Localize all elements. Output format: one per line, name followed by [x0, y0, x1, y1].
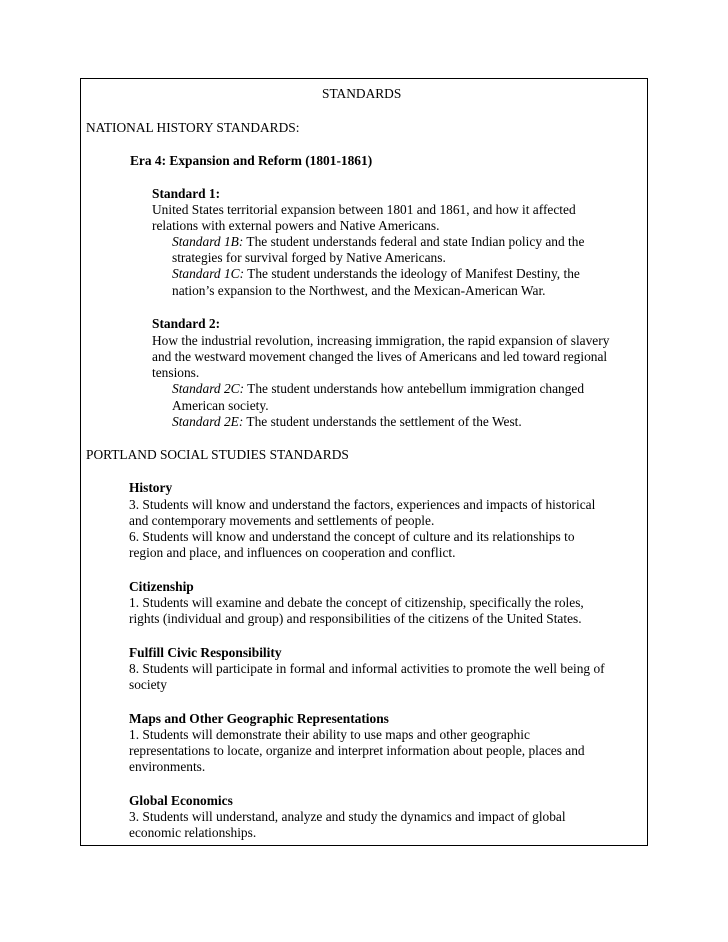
page-title: STANDARDS	[322, 86, 402, 101]
standard-1c-line	[172, 266, 580, 282]
standard-2c-line: American society.	[172, 398, 269, 413]
standard-1b-line	[172, 234, 584, 250]
era-heading: Era 4: Expansion and Reform (1801-1861)	[130, 153, 373, 168]
standard-2-line: and the westward movement changed the lives of Americans and led toward regional	[152, 349, 608, 364]
standard-1b-label: Standard 1B:	[172, 234, 244, 249]
standard-1b-text: The student understands federal and state Indian policy and the	[243, 234, 585, 249]
standard-2-line: tensions.	[152, 365, 200, 380]
history-line: 3. Students will know and understand the factors, experiences and impacts of historical	[129, 497, 596, 512]
citizenship-line: 1. Students will examine and debate the concept of citizenship, specifically the roles,	[129, 595, 584, 610]
standard-1c-label: Standard 1C:	[172, 266, 245, 281]
economics-line: economic relationships.	[129, 825, 257, 840]
standard-1-title: Standard 1:	[152, 186, 221, 201]
standard-1c-text: The student understands the ideology of Manifest Destiny, the	[244, 266, 580, 281]
maps-line: environments.	[129, 759, 206, 774]
citizenship-line: rights (individual and group) and responsibilities of the citizens of the United States.	[129, 611, 582, 626]
economics-title: Global Economics	[129, 793, 233, 808]
standard-2-line: How the industrial revolution, increasing immigration, the rapid expansion of slavery	[152, 333, 610, 348]
civic-title: Fulfill Civic Responsibility	[129, 645, 282, 660]
citizenship-title: Citizenship	[129, 579, 194, 594]
standard-2-title: Standard 2:	[152, 316, 221, 331]
national-standards-title: NATIONAL HISTORY STANDARDS:	[86, 120, 300, 135]
civic-line: society	[129, 677, 167, 692]
standard-2e-text: The student understands the settlement of the West.	[243, 414, 522, 429]
maps-line: representations to locate, organize and interpret information about people, places and	[129, 743, 585, 758]
history-line: region and place, and influences on cooperation and conflict.	[129, 545, 456, 560]
standard-2e-label: Standard 2E:	[172, 414, 244, 429]
standard-2c-label: Standard 2C:	[172, 381, 245, 396]
standard-1b-line: strategies for survival forged by Native Americans.	[172, 250, 446, 265]
maps-line: 1. Students will demonstrate their ability to use maps and other geographic	[129, 727, 530, 742]
standard-1-line: relations with external powers and Native Americans.	[152, 218, 440, 233]
standard-1-line: United States territorial expansion between 1801 and 1861, and how it affected	[152, 202, 576, 217]
civic-line: 8. Students will participate in formal and informal activities to promote the well being of	[129, 661, 605, 676]
standard-1c-line: nation’s expansion to the Northwest, and the Mexican-American War.	[172, 283, 546, 298]
history-title: History	[129, 480, 173, 495]
history-line: and contemporary movements and settlements of people.	[129, 513, 435, 528]
standard-2e-line	[172, 414, 522, 430]
economics-line: 3. Students will understand, analyze and study the dynamics and impact of global	[129, 809, 566, 824]
standard-2c-line	[172, 381, 584, 397]
history-line: 6. Students will know and understand the concept of culture and its relationships to	[129, 529, 575, 544]
portland-standards-title: PORTLAND SOCIAL STUDIES STANDARDS	[86, 447, 349, 462]
maps-title: Maps and Other Geographic Representations	[129, 711, 389, 726]
standard-2c-text: The student understands how antebellum immigration changed	[244, 381, 585, 396]
